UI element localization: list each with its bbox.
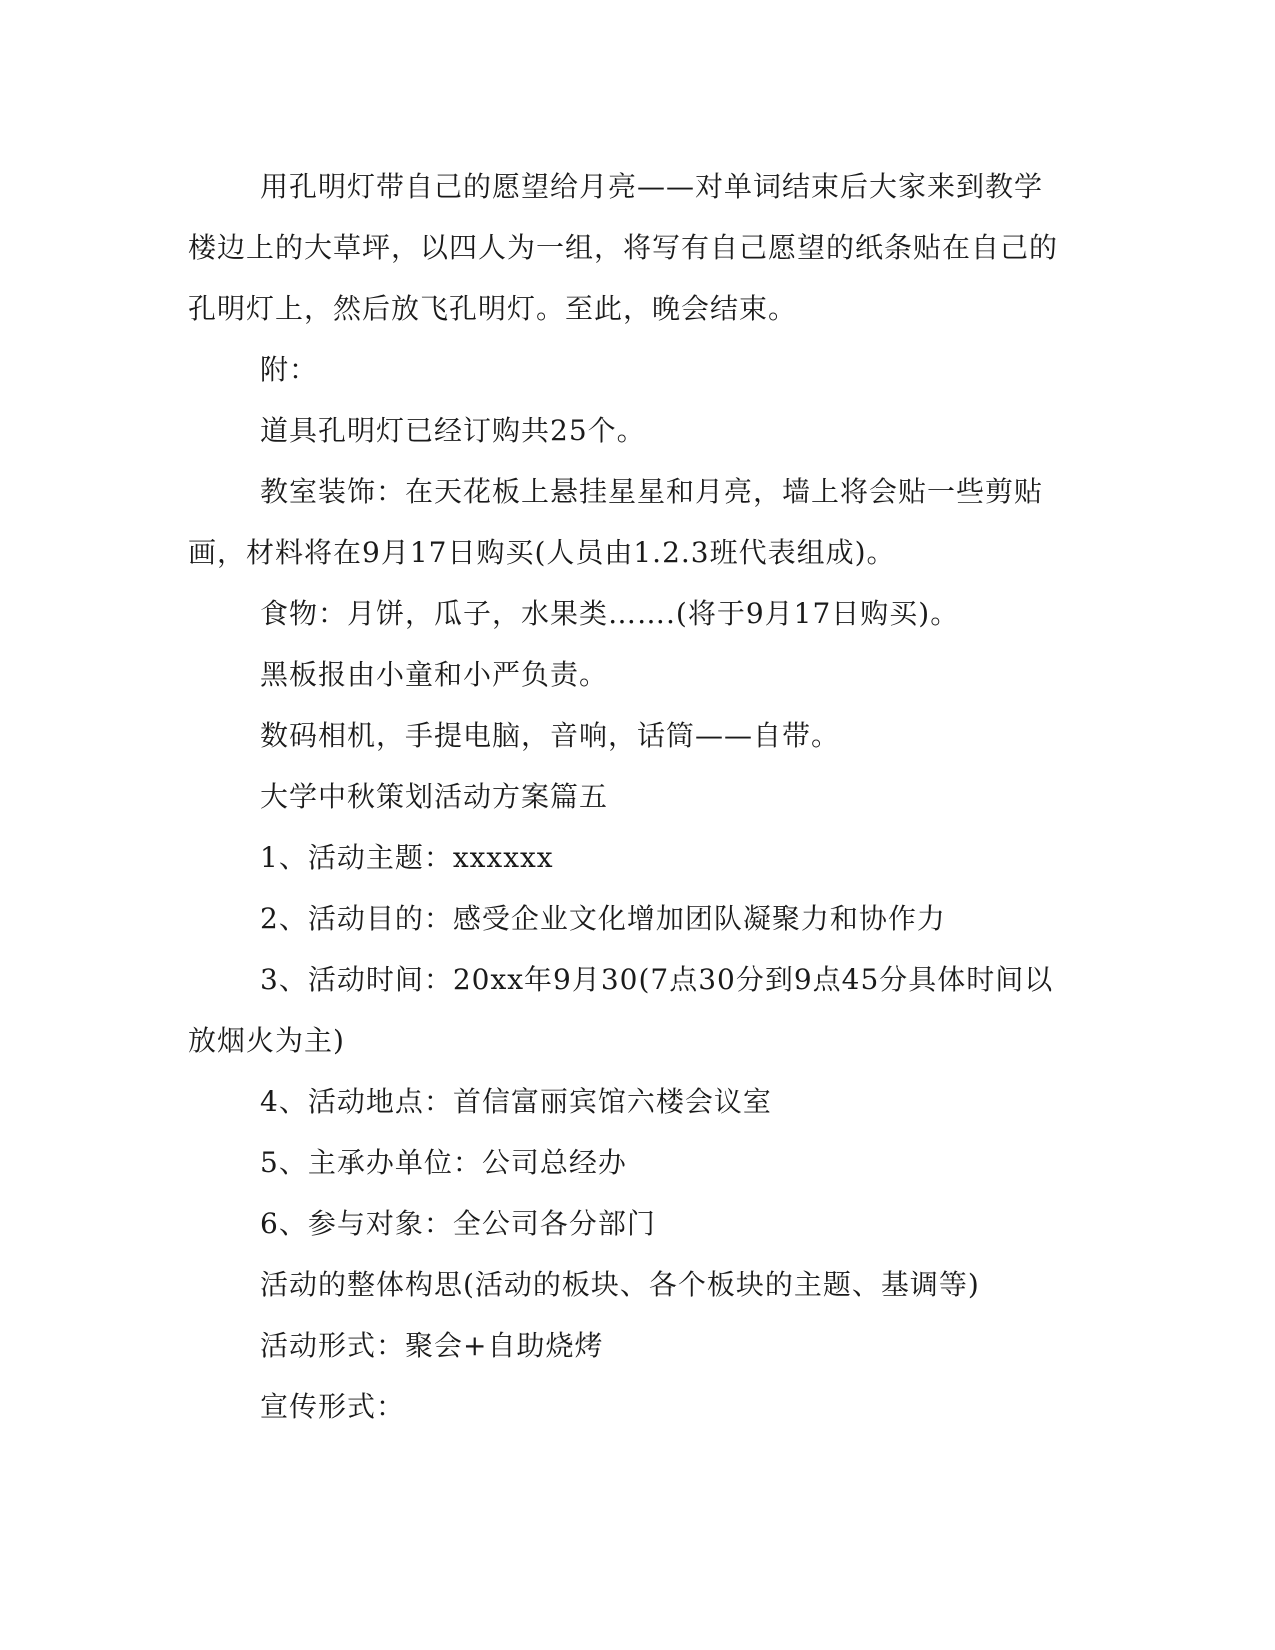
document-body bbox=[188, 156, 1068, 1437]
paragraph-activity-format: 活动形式：聚会+自助烧烤 bbox=[260, 1329, 604, 1362]
paragraph-promotion-format: 宣传形式： bbox=[260, 1390, 406, 1423]
paragraph-props: 道具孔明灯已经订购共25个。 bbox=[260, 414, 646, 447]
paragraph-classroom-decor: 教室装饰：在天花板上悬挂星星和月亮，墙上将会贴一些剪贴画，材料将在9月17日购买(人员由1.2.3班代表组成)。 bbox=[188, 475, 1044, 569]
list-item-participants: 6、参与对象：全公司各分部门 bbox=[260, 1207, 656, 1240]
list-item-location: 4、活动地点：首信富丽宾馆六楼会议室 bbox=[260, 1085, 772, 1118]
list-item-purpose: 2、活动目的：感受企业文化增加团队凝聚力和协作力 bbox=[260, 902, 946, 935]
paragraph-food: 食物：月饼，瓜子，水果类…….(将于9月17日购买)。 bbox=[260, 597, 960, 630]
section-heading: 大学中秋策划活动方案篇五 bbox=[260, 780, 609, 813]
paragraph-lantern-release: 用孔明灯带自己的愿望给月亮——对单词结束后大家来到教学楼边上的大草坪，以四人为一组，将写有自己愿望的纸条贴在自己的孔明灯上，然后放飞孔明灯。至此，晚会结束。 bbox=[188, 170, 1059, 325]
paragraph-overall-concept: 活动的整体构思(活动的板块、各个板块的主题、基调等) bbox=[260, 1268, 980, 1301]
paragraph-equipment: 数码相机，手提电脑，音响，话筒——自带。 bbox=[260, 719, 841, 752]
list-item-time: 3、活动时间：20xx年9月30(7点30分到9点45分具体时间以放烟火为主) bbox=[188, 963, 1054, 1057]
paragraph-appendix-label: 附： bbox=[260, 353, 319, 386]
list-item-organizer: 5、主承办单位：公司总经办 bbox=[260, 1146, 627, 1179]
list-item-theme: 1、活动主题：xxxxxx bbox=[260, 841, 554, 874]
paragraph-blackboard: 黑板报由小童和小严负责。 bbox=[260, 658, 609, 691]
